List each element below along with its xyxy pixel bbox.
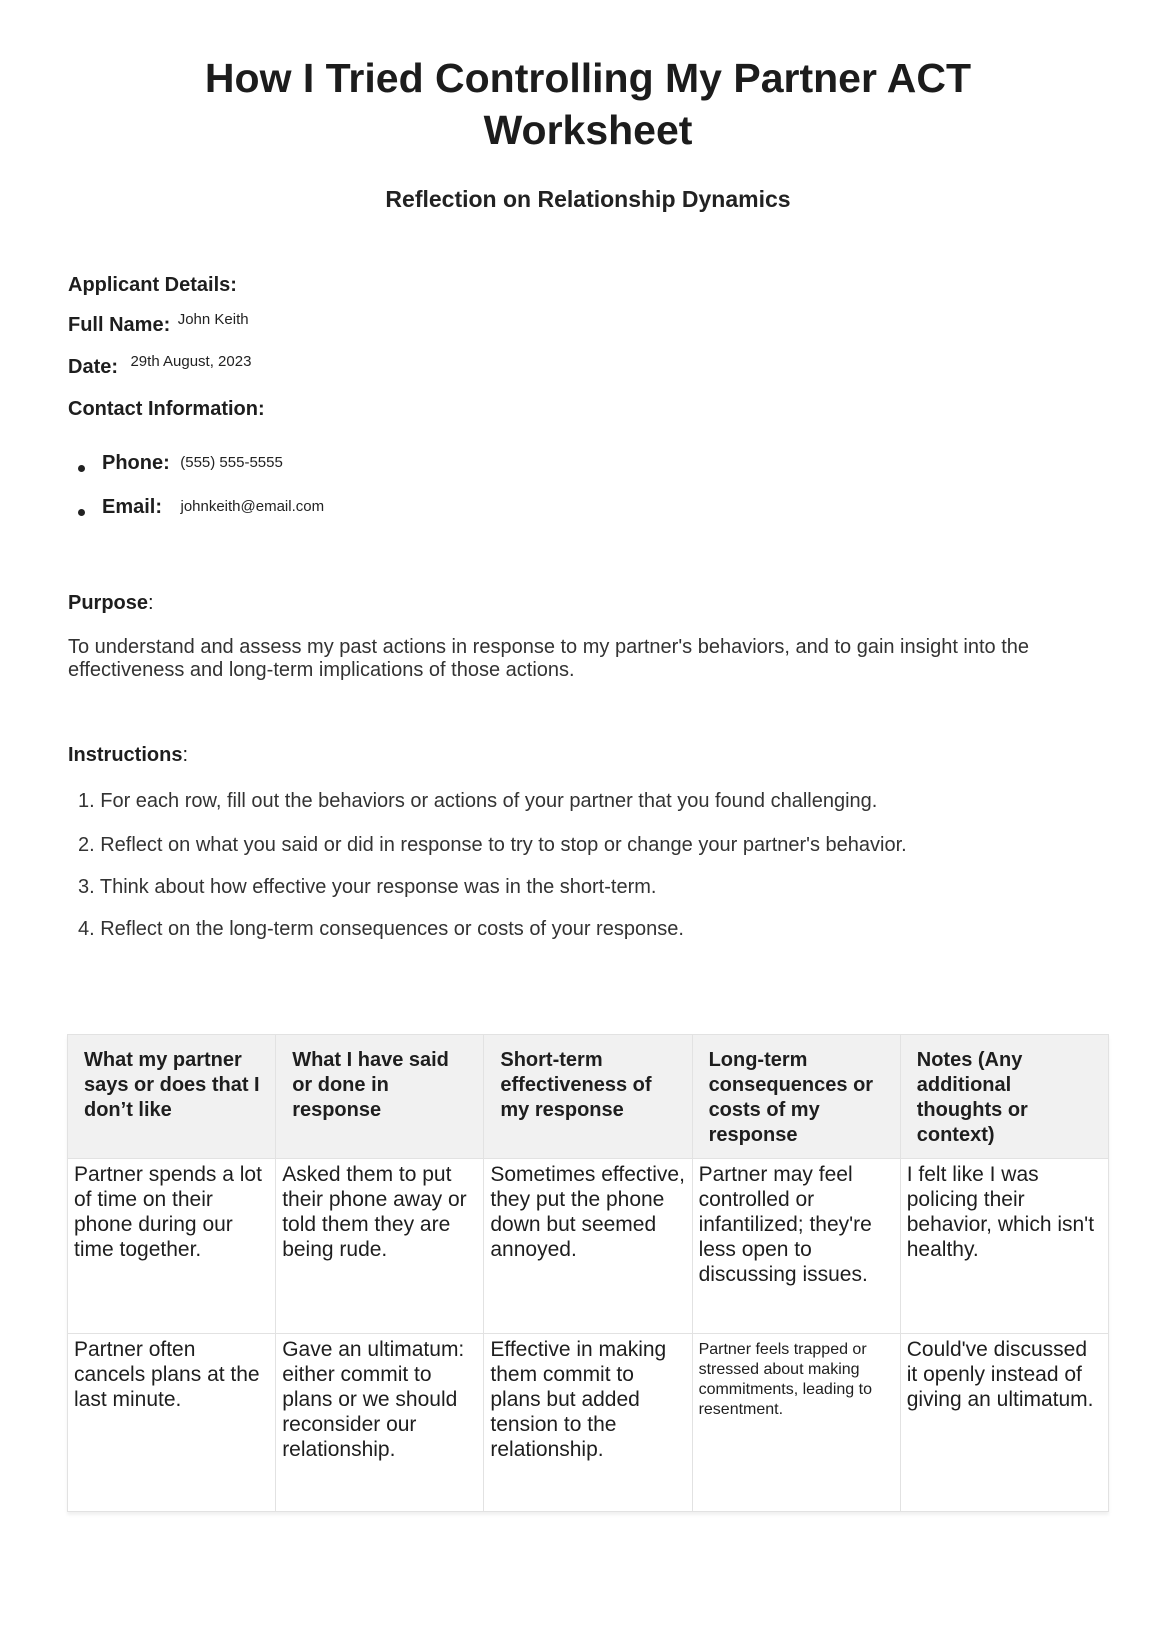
email-row [102,496,324,519]
instructions-heading-colon: : [182,744,189,766]
worksheet-table [67,1034,1109,1512]
instruction-item: 4. Reflect on the long-term consequences or costs of your response. [78,918,684,940]
full-name-label: Full Name: [68,314,171,336]
table-cell[interactable]: I felt like I was policing their behavior, which isn't healthy. [900,1159,1108,1334]
table-cell[interactable]: Effective in making them commit to plans but added tension to the relationship. [484,1334,692,1512]
instruction-item: 2. Reflect on what you said or did in response to try to stop or change your partner's behavior. [78,834,907,856]
table-row [68,1159,1109,1334]
contact-information-heading: Contact Information: [68,398,265,420]
column-header-long-term-consequences: Long-term consequences or costs of my response [692,1035,900,1159]
email-value: johnkeith@email.com [180,498,325,515]
full-name-value: John Keith [177,311,249,328]
table-cell[interactable]: Sometimes effective, they put the phone down but seemed annoyed. [484,1159,692,1334]
instruction-item: 3. Think about how effective your response was in the short-term. [78,876,657,898]
purpose-heading-colon: : [148,592,154,614]
purpose-heading [68,592,154,615]
phone-label: Phone: [102,452,170,474]
email-label: Email: [102,496,163,518]
date-label: Date: [68,356,119,378]
column-header-partner-behavior: What my partner says or does that I don’t like [68,1035,276,1159]
applicant-details-heading: Applicant Details: [68,274,237,296]
table-cell[interactable]: Partner may feel controlled or infantilized; they're less open to discussing issues. [692,1159,900,1334]
purpose-text: To understand and assess my past actions in response to my partner's behaviors, and to gain insight into the effectiveness and long-term implications of those actions. [68,636,1030,681]
page-title: How I Tried Controlling My Partner ACT Worksheet [204,55,972,153]
page-subtitle: Reflection on Relationship Dynamics [385,186,791,212]
column-header-notes: Notes (Any additional thoughts or context) [900,1035,1108,1159]
table-cell[interactable]: Asked them to put their phone away or told them they are being rude. [276,1159,484,1334]
phone-row [102,452,283,475]
table-cell[interactable]: Partner often cancels plans at the last minute. [68,1334,276,1512]
table-cell[interactable]: Gave an ultimatum: either commit to plans or we should reconsider our relationship. [276,1334,484,1512]
table-cell[interactable]: Partner feels trapped or stressed about making commitments, leading to resentment. [692,1334,900,1512]
instruction-item: 1. For each row, fill out the behaviors or actions of your partner that you found challenging. [78,790,878,812]
date-row [68,353,252,379]
date-value: 29th August, 2023 [130,353,252,370]
column-header-short-term-effectiveness: Short-term effectiveness of my response [484,1035,692,1159]
phone-value: (555) 555-5555 [180,454,283,471]
instructions-heading-label: Instructions [68,744,183,766]
column-header-my-response: What I have said or done in response [276,1035,484,1159]
bullet-icon [78,465,85,472]
table-header-row [68,1035,1109,1159]
table-row [68,1334,1109,1512]
instructions-heading [68,744,188,767]
table-cell[interactable]: Could've discussed it openly instead of giving an ultimatum. [900,1334,1108,1512]
full-name-row [68,311,249,337]
table-cell[interactable]: Partner spends a lot of time on their phone during our time together. [68,1159,276,1334]
bullet-icon [78,509,85,516]
purpose-heading-label: Purpose [68,592,149,614]
